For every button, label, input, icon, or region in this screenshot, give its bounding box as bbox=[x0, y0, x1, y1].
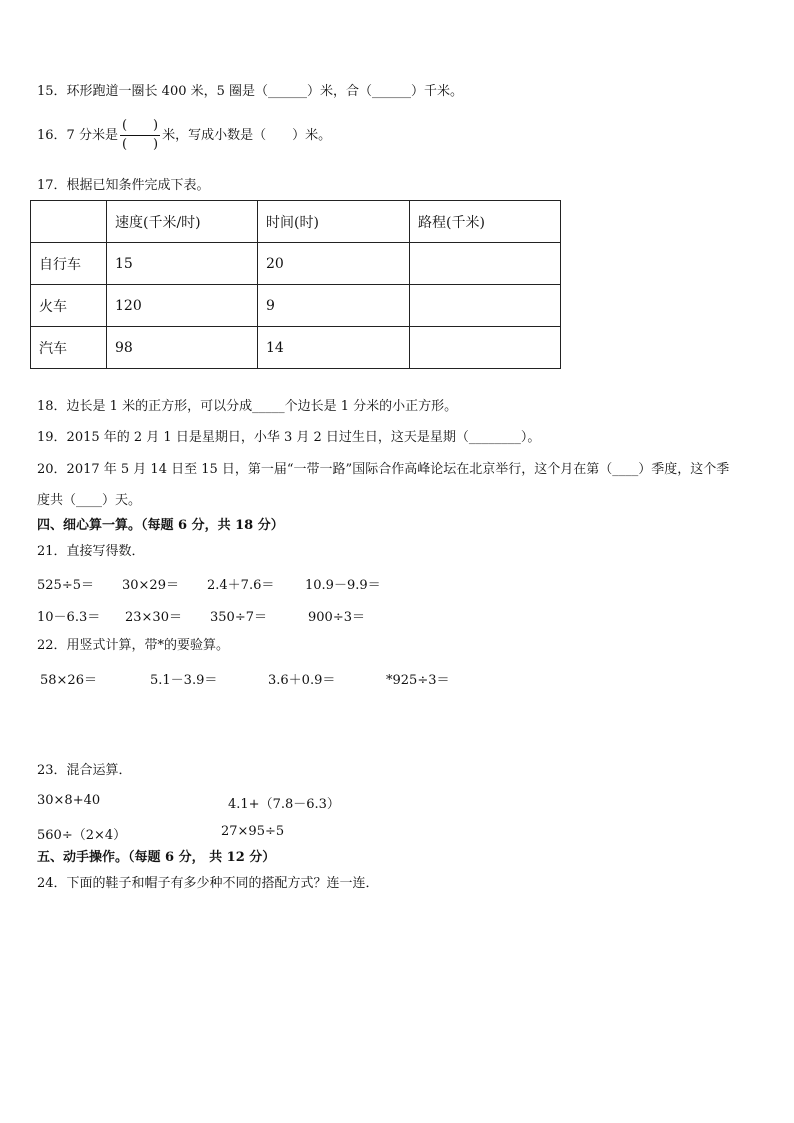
question-24: 24．下面的鞋子和帽子有多少种不同的搭配方式？连一连． bbox=[37, 876, 379, 891]
vertical-calc-item: 5.1－3.9＝ bbox=[150, 673, 218, 688]
mixed-calc-item: 4.1+（7.8－6.3） bbox=[228, 797, 340, 812]
table-cell: 98 bbox=[107, 327, 258, 369]
question-18: 18．边长是 1 米的正方形，可以分成_____个边长是 1 分米的小正方形。 bbox=[37, 399, 458, 414]
question-20-line-2: 度共（____）天。 bbox=[37, 493, 142, 508]
section-4-heading: 四、细心算一算。（每题 6 分，共 18 分） bbox=[37, 518, 284, 533]
table-cell bbox=[410, 327, 561, 369]
table-cell bbox=[410, 243, 561, 285]
table-cell: 20 bbox=[258, 243, 410, 285]
mixed-calc-item: 560÷（2×4） bbox=[37, 828, 127, 843]
table-cell: 14 bbox=[258, 327, 410, 369]
table-cell: 火车 bbox=[31, 285, 107, 327]
calc-item: 525÷5＝ bbox=[37, 578, 94, 593]
fraction-blank bbox=[120, 117, 160, 154]
fraction-numerator: ( ) bbox=[120, 117, 160, 136]
question-16-suffix: 米，写成小数是（ ）米。 bbox=[162, 128, 332, 143]
table-header-row bbox=[31, 201, 561, 243]
calc-item: 350÷7＝ bbox=[210, 610, 267, 625]
table-row bbox=[31, 243, 561, 285]
table-row bbox=[31, 327, 561, 369]
vertical-calc-item: 3.6＋0.9＝ bbox=[268, 673, 336, 688]
calc-item: 900÷3＝ bbox=[308, 610, 365, 625]
question-17-title: 17．根据已知条件完成下表。 bbox=[37, 178, 210, 193]
table-cell: 15 bbox=[107, 243, 258, 285]
speed-time-distance-table bbox=[30, 200, 561, 369]
question-23-title: 23．混合运算． bbox=[37, 763, 132, 778]
question-16-prefix: 16．7 分米是 bbox=[37, 128, 118, 143]
table-cell: 汽车 bbox=[31, 327, 107, 369]
table-cell: 9 bbox=[258, 285, 410, 327]
table-header-cell: 时间(时) bbox=[258, 201, 410, 243]
question-19: 19．2015 年的 2 月 1 日是星期日，小华 3 月 2 日过生日，这天是星期（________）。 bbox=[37, 430, 541, 445]
table-header-cell: 速度(千米/时) bbox=[107, 201, 258, 243]
table-cell bbox=[410, 285, 561, 327]
question-22-title: 22．用竖式计算，带*的要验算。 bbox=[37, 638, 230, 653]
question-20-line-1: 20．2017 年 5 月 14 日至 15 日，第一届“一带一路”国际合作高峰论坛在北京举行，这个月在第（____）季度，这个季 bbox=[37, 462, 730, 477]
mixed-calc-item: 30×8+40 bbox=[37, 793, 101, 808]
question-16 bbox=[37, 117, 331, 154]
table-header-cell: 路程(千米) bbox=[410, 201, 561, 243]
table-cell: 120 bbox=[107, 285, 258, 327]
question-21-title: 21．直接写得数． bbox=[37, 544, 145, 559]
section-5-heading: 五、动手操作。（每题 6 分， 共 12 分） bbox=[37, 850, 276, 865]
calc-item: 10－6.3＝ bbox=[37, 610, 101, 625]
question-15: 15．环形跑道一圈长 400 米，5 圈是（______）米，合（______）千米。 bbox=[37, 84, 464, 99]
calc-item: 30×29＝ bbox=[122, 578, 179, 593]
calc-item: 2.4＋7.6＝ bbox=[207, 578, 275, 593]
calc-item: 10.9－9.9＝ bbox=[305, 578, 381, 593]
vertical-calc-item: 58×26＝ bbox=[40, 673, 97, 688]
calc-item: 23×30＝ bbox=[125, 610, 182, 625]
table-header-cell bbox=[31, 201, 107, 243]
vertical-calc-item: *925÷3＝ bbox=[386, 673, 450, 688]
table-row bbox=[31, 285, 561, 327]
fraction-denominator: ( ) bbox=[121, 137, 159, 152]
table-cell: 自行车 bbox=[31, 243, 107, 285]
mixed-calc-item: 27×95÷5 bbox=[221, 824, 285, 839]
